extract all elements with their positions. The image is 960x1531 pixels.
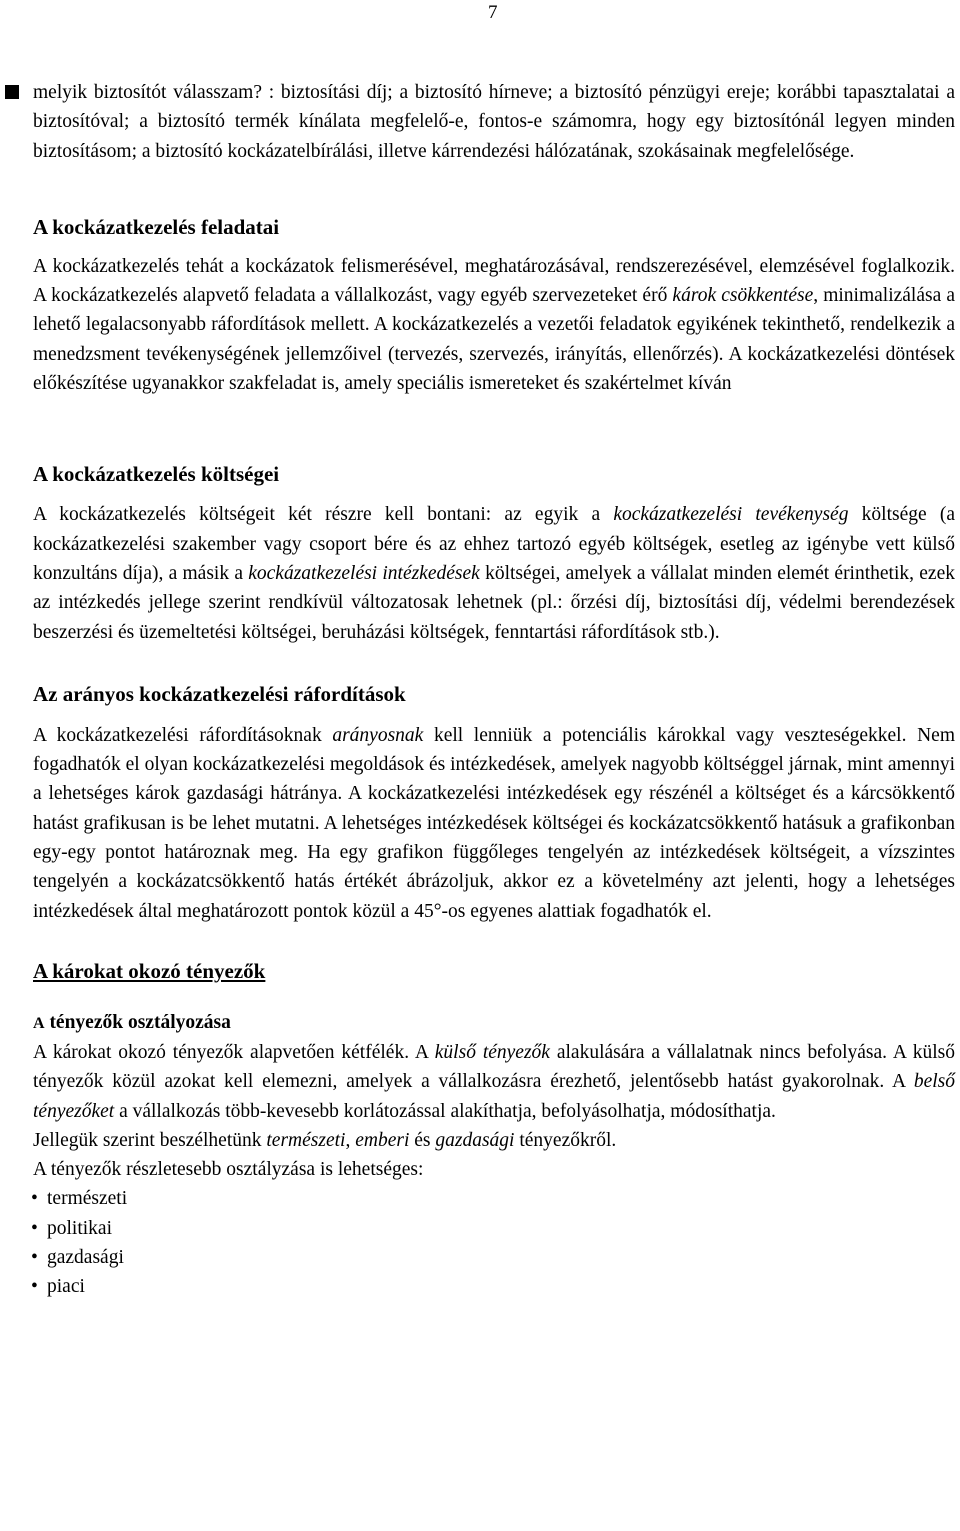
para-reszletesebb: A tényezők részletesebb osztályzása is lehetséges: — [33, 1159, 424, 1181]
list-item: • gazdasági — [33, 1243, 955, 1272]
para-aranyos: A kockázatkezelési ráfordításoknak arányosnak kell lenniük a potenciális károkkal vagy veszteségekkel. Nem fogadhatók el olyan kockázatkezelési megoldások és intézkedések, amelyek nagyobb költséggel járnak, mint amennyi a lehetséges károk gazdasági hátránya. A kockázatkezelési intézkedések egy részénél a költséget és a kárcsökkentő hatást grafikusan is be lehet mutatni. A lehetséges intézkedések költségei és kockázatcsökkentő hatásuk a grafikonban egy-egy pontot határoznak meg. Ha egy grafikon függőleges tengelyén az intézkedések költségeit, a vízszintes tengelyén a kockázatcsökkentő hatás értékét ábrázoljuk, akkor ez a követelmény azt jelenti, hogy a lehetséges intézkedések által meghatározott pontok közül a 45°-os egyenes alattiak fogadhatók el. — [33, 724, 955, 922]
intro-bullet — [33, 78, 955, 166]
emphasis: belső tényezőket — [33, 1071, 955, 1122]
emphasis: külső tényezők — [434, 1041, 550, 1063]
emphasis: természeti — [266, 1129, 346, 1151]
para-jelleguk: Jellegük szerint beszélhetünk természeti, emberi és gazdasági tényezőkről. — [33, 1129, 617, 1151]
emphasis: kockázatkezelési intézkedések — [248, 562, 480, 584]
list-item: • piaci — [33, 1272, 955, 1301]
para-koltsegei: A kockázatkezelés költségeit két részre kell bontani: az egyik a kockázatkezelési tevékenység költsége (a kockázatkezelési szakember vagy csoport bére és az ehhez tartozó egyéb költségek, esetleg az igénybe vett külső konzultáns díja), a másik a kockázatkezelési intézkedések költségei, amelyek a vállalat minden elemét érinthetik, ezek az intézkedés jellege szerint rendkívül változatosak lehetnek (pl.: őrzési díj, biztosítási díj, védelmi berendezések beszerzési és üzemeltetési költségei, beruházási költségek, fenntartási ráfordítások stb.). — [33, 504, 956, 643]
heading-koltsegei: A kockázatkezelés költségei — [33, 462, 280, 487]
intro-text: melyik biztosítót válasszam? : biztosítási díj; a biztosító hírneve; a biztosító pénzügyi ereje; korábbi tapasztalatai a biztosítóval; a biztosító termék kínálata megfelelő-e, fontos-e számomra, hogy egy biztosítónál legyen minden biztosításom; a biztosító kockázatelbírálási, illetve kárrendezési hálózatának, szokásainak megfelelősége. — [33, 82, 955, 162]
subheading-osztalyozasa: A tényezők osztályozása — [33, 1011, 231, 1033]
emphasis: arányosnak — [332, 724, 424, 746]
list-item: • természeti — [33, 1184, 955, 1213]
document-body — [33, 78, 955, 1302]
heading-feladatai: A kockázatkezelés feladatai — [33, 214, 280, 239]
page-number: 7 — [488, 2, 498, 23]
emphasis: emberi — [355, 1129, 410, 1151]
factor-list — [33, 1184, 955, 1301]
para-feladatai: A kockázatkezelés tehát a kockázatok felismerésével, meghatározásával, rendszerezésével, elemzésével foglalkozik. A kockázatkezelés alapvető feladata a vállalkozást, vagy egyéb szervezeteket érő károk csökkentése, minimalizálása a lehető legalacsonyabb ráfordítások mellett. A kockázatkezelés a vezetői feladatok egyikének tekinthető, rendelkezik a menedzsment tevékenységének jellemzőivel (tervezés, szervezés, irányítás, ellenőrzés). A kockázatkezelési döntések előkészítése ugyanakkor szakfeladat is, amely speciális ismereteket és szakértelmet kíván — [33, 255, 955, 395]
heading-aranyos: Az arányos kockázatkezelési ráfordítások — [33, 681, 406, 706]
emphasis: károk csökkentése — [672, 285, 814, 307]
emphasis: kockázatkezelési tevékenység — [613, 504, 849, 526]
square-bullet-icon — [5, 85, 19, 99]
para-tenyezok: A károkat okozó tényezők alapvetően kétfélék. A külső tényezők alakulására a vállalatnak nincs befolyása. A külső tényezők közül azokat kell elemezni, amelyek a vállalkozásra érezhető, jelentősebb hatást gyakorolnak. A belső tényezőket a vállalkozás több-kevesebb korlátozással alakíthatja, befolyásolhatja, módosíthatja. — [33, 1041, 956, 1122]
list-item: • politikai — [33, 1214, 955, 1243]
heading-karokat: A károkat okozó tényezők — [33, 958, 266, 983]
emphasis: gazdasági — [435, 1129, 515, 1151]
